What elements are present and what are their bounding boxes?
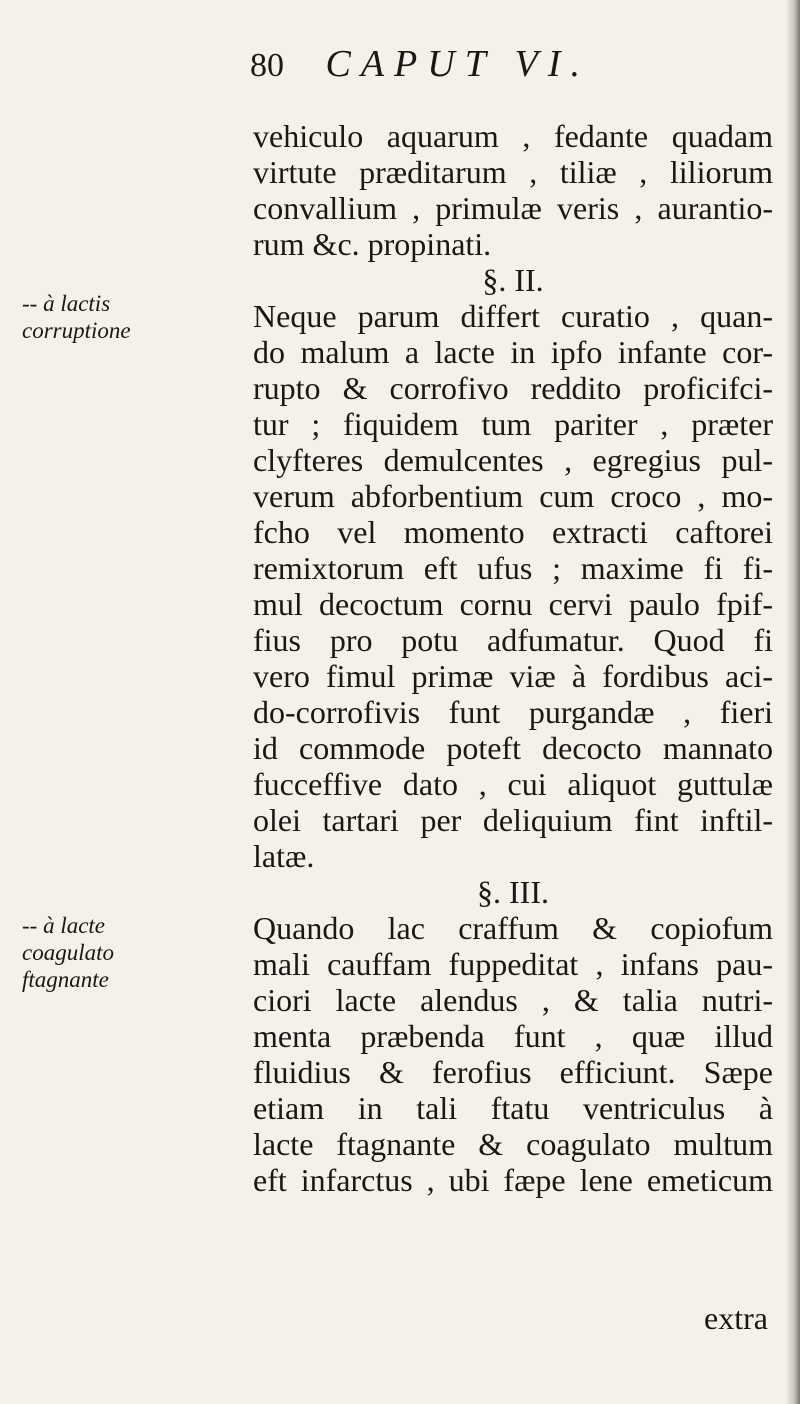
text-line: ciori lacte alendus , & talia nutri- xyxy=(253,982,773,1018)
text-line: Quando lac craffum & copiofum xyxy=(253,910,773,946)
text-line: eft infarctus , ubi fæpe lene emeticum xyxy=(253,1162,773,1198)
text-line: clyfteres demulcentes , egregius pul- xyxy=(253,442,773,478)
chapter-title: CAPUT VI. xyxy=(325,43,591,85)
margin-note-line: coagulato xyxy=(22,940,114,965)
running-header xyxy=(250,42,590,92)
page-number: 80 xyxy=(250,47,284,84)
text-line: rupto & corrofivo reddito proficifci- xyxy=(253,370,773,406)
text-line: do-corrofivis funt purgandæ , fieri xyxy=(253,694,773,730)
text-line: do malum a lacte in ipfo infante cor- xyxy=(253,334,773,370)
text-line: vero fimul primæ viæ à fordibus aci- xyxy=(253,658,773,694)
text-line: lacte ftagnante & coagulato multum xyxy=(253,1126,773,1162)
margin-note-line: ftagnante xyxy=(22,967,109,992)
paragraph-2 xyxy=(253,298,773,874)
section-heading-2 xyxy=(253,262,773,298)
text-line: Neque parum differt curatio , quan- xyxy=(253,298,773,334)
section-heading: §. III. xyxy=(477,874,549,910)
section-heading: §. II. xyxy=(482,262,544,298)
page-edge-shadow xyxy=(786,0,800,1404)
text-line: mul decoctum cornu cervi paulo fpif- xyxy=(253,586,773,622)
text-line: convallium , primulæ veris , aurantio- xyxy=(253,190,773,226)
paragraph-1 xyxy=(253,118,773,262)
margin-note-line: corruptione xyxy=(22,318,131,343)
text-line: fucceffive dato , cui aliquot guttulæ xyxy=(253,766,773,802)
margin-note-line: -- à lactis xyxy=(22,291,111,316)
text-line: virtute præditarum , tiliæ , liliorum xyxy=(253,154,773,190)
paragraph-3 xyxy=(253,910,773,1198)
margin-note-line: -- à lacte xyxy=(22,913,106,938)
catchword: extra xyxy=(704,1300,768,1336)
margin-note-1 xyxy=(22,290,237,344)
text-line: verum abforbentium cum croco , mo- xyxy=(253,478,773,514)
text-line: rum &c. propinati. xyxy=(253,226,492,262)
text-line: id commode poteft decocto mannato xyxy=(253,730,773,766)
text-line: fius pro potu adfumatur. Quod fi xyxy=(253,622,773,658)
text-line: fluidius & ferofius efficiunt. Sæpe xyxy=(253,1054,773,1090)
section-heading-3 xyxy=(253,874,773,910)
text-line: fcho vel momento extracti caftorei xyxy=(253,514,773,550)
text-line: vehiculo aquarum , fedante quadam xyxy=(253,118,773,154)
text-line: olei tartari per deliquium fint inftil- xyxy=(253,802,773,838)
text-line: remixtorum eft ufus ; maxime fi fi- xyxy=(253,550,773,586)
text-line: etiam in tali ftatu ventriculus à xyxy=(253,1090,773,1126)
margin-note-2 xyxy=(22,912,237,993)
text-line: menta præbenda funt , quæ illud xyxy=(253,1018,773,1054)
text-line: latæ. xyxy=(253,838,315,874)
text-line: tur ; fiquidem tum pariter , præter xyxy=(253,406,773,442)
text-line: mali cauffam fuppeditat , infans pau- xyxy=(253,946,773,982)
